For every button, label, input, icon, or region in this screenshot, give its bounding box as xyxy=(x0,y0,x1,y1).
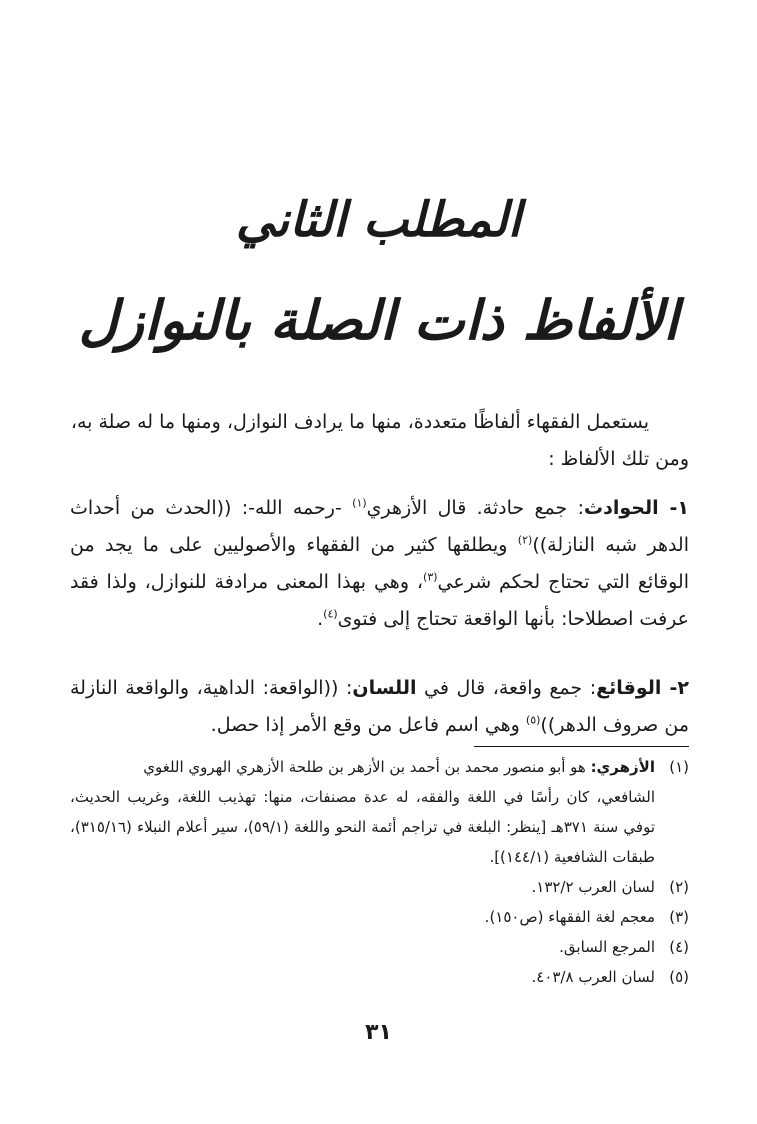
page-number: ٣١ xyxy=(365,1020,392,1045)
item-hawadith-text-e: . xyxy=(317,608,324,630)
item-hawadith-paragraph xyxy=(70,490,689,638)
item-waqai-paragraph xyxy=(70,670,689,744)
footnote-1-number: (١) xyxy=(669,758,689,776)
footnote-3 xyxy=(70,902,689,932)
item-hawadith-text-d: ، وهي بهذا المعنى مرادفة للنوازل، ولذا فقد عرفت اصطلاحا: بأنها الواقعة تحتاج إلى فتوى xyxy=(70,571,689,630)
item-hawadith-label: ١- الحوادث xyxy=(584,497,689,519)
footnote-4-number: (٤) xyxy=(669,938,689,956)
footnote-4-text: المرجع السابق. xyxy=(559,938,655,956)
footnotes xyxy=(70,752,689,992)
item-hawadith-text-b: -رحمه الله-: ((الحدث من أحداث الدهر شبه النازلة)) xyxy=(70,497,690,556)
section-title: المطلب الثاني xyxy=(235,192,522,248)
item-waqai-text-c: وهي اسم فاعل من وقع الأمر إذا حصل. xyxy=(210,714,526,736)
footnote-5-number: (٥) xyxy=(669,968,689,986)
footnote-1 xyxy=(70,752,689,872)
footnote-5-text: لسان العرب ٤٠٣/٨. xyxy=(531,968,655,986)
footnote-1-line1: هو أبو منصور محمد بن أحمد بن الأزهر بن طلحة الأزهري الهروي اللغوي xyxy=(143,758,591,776)
item-waqai-text-a: : جمع واقعة، قال في xyxy=(416,677,597,699)
footnote-5 xyxy=(70,962,689,992)
item-hawadith-text-a: : جمع حادثة. قال الأزهري xyxy=(366,497,584,519)
intro-line-1: يستعمل الفقهاء ألفاظًا متعددة، منها ما يرادف النوازل، ومنها ما له صلة به، xyxy=(70,411,649,433)
footnote-4 xyxy=(70,932,689,962)
item-hawadith-text-c: ويطلقها كثير من الفقهاء والأصوليين على ما يجد من الوقائع التي تحتاج لحكم شرعي xyxy=(70,534,689,593)
footnote-ref-1[interactable]: (١) xyxy=(352,496,367,510)
footnote-ref-5[interactable]: (٥) xyxy=(525,713,541,727)
footnote-3-text: معجم لغة الفقهاء (ص١٥٠). xyxy=(484,908,655,926)
footnote-ref-2[interactable]: (٢) xyxy=(517,533,533,547)
footnote-2 xyxy=(70,872,689,902)
footnote-ref-4[interactable]: (٤) xyxy=(323,607,338,621)
footnote-ref-3[interactable]: (٣) xyxy=(423,570,438,584)
topic-title: الألفاظ ذات الصلة بالنوازل xyxy=(78,288,679,352)
footnote-2-text: لسان العرب ١٣٢/٢. xyxy=(531,878,655,896)
intro-line-2: ومن تلك الألفاظ : xyxy=(548,448,689,470)
intro-paragraph xyxy=(70,404,689,478)
footnote-separator xyxy=(474,746,689,747)
footnote-3-number: (٣) xyxy=(669,908,689,926)
footnote-1-head: الأزهري: xyxy=(590,758,655,776)
item-waqai-source: اللسان xyxy=(352,677,417,699)
item-waqai-label: ٢- الوقائع xyxy=(596,677,690,699)
footnote-1-rest: الشافعي، كان رأسًا في اللغة والفقه، له عدة مصنفات، منها: تهذيب اللغة، وغريب الحديث، توفي سنة ٣٧١هـ [ينظر: البلغة في تراجم أئمة النحو واللغة (٥٩/١)، سير أعلام النبلاء (٣١٥/١٦)، طبقات الشافعية (١٤٤/١)]. xyxy=(70,788,655,866)
footnote-2-number: (٢) xyxy=(669,878,689,896)
item-waqai-text-b: : ((الواقعة: الداهية، والواقعة النازلة من صروف الدهر)) xyxy=(70,677,689,736)
